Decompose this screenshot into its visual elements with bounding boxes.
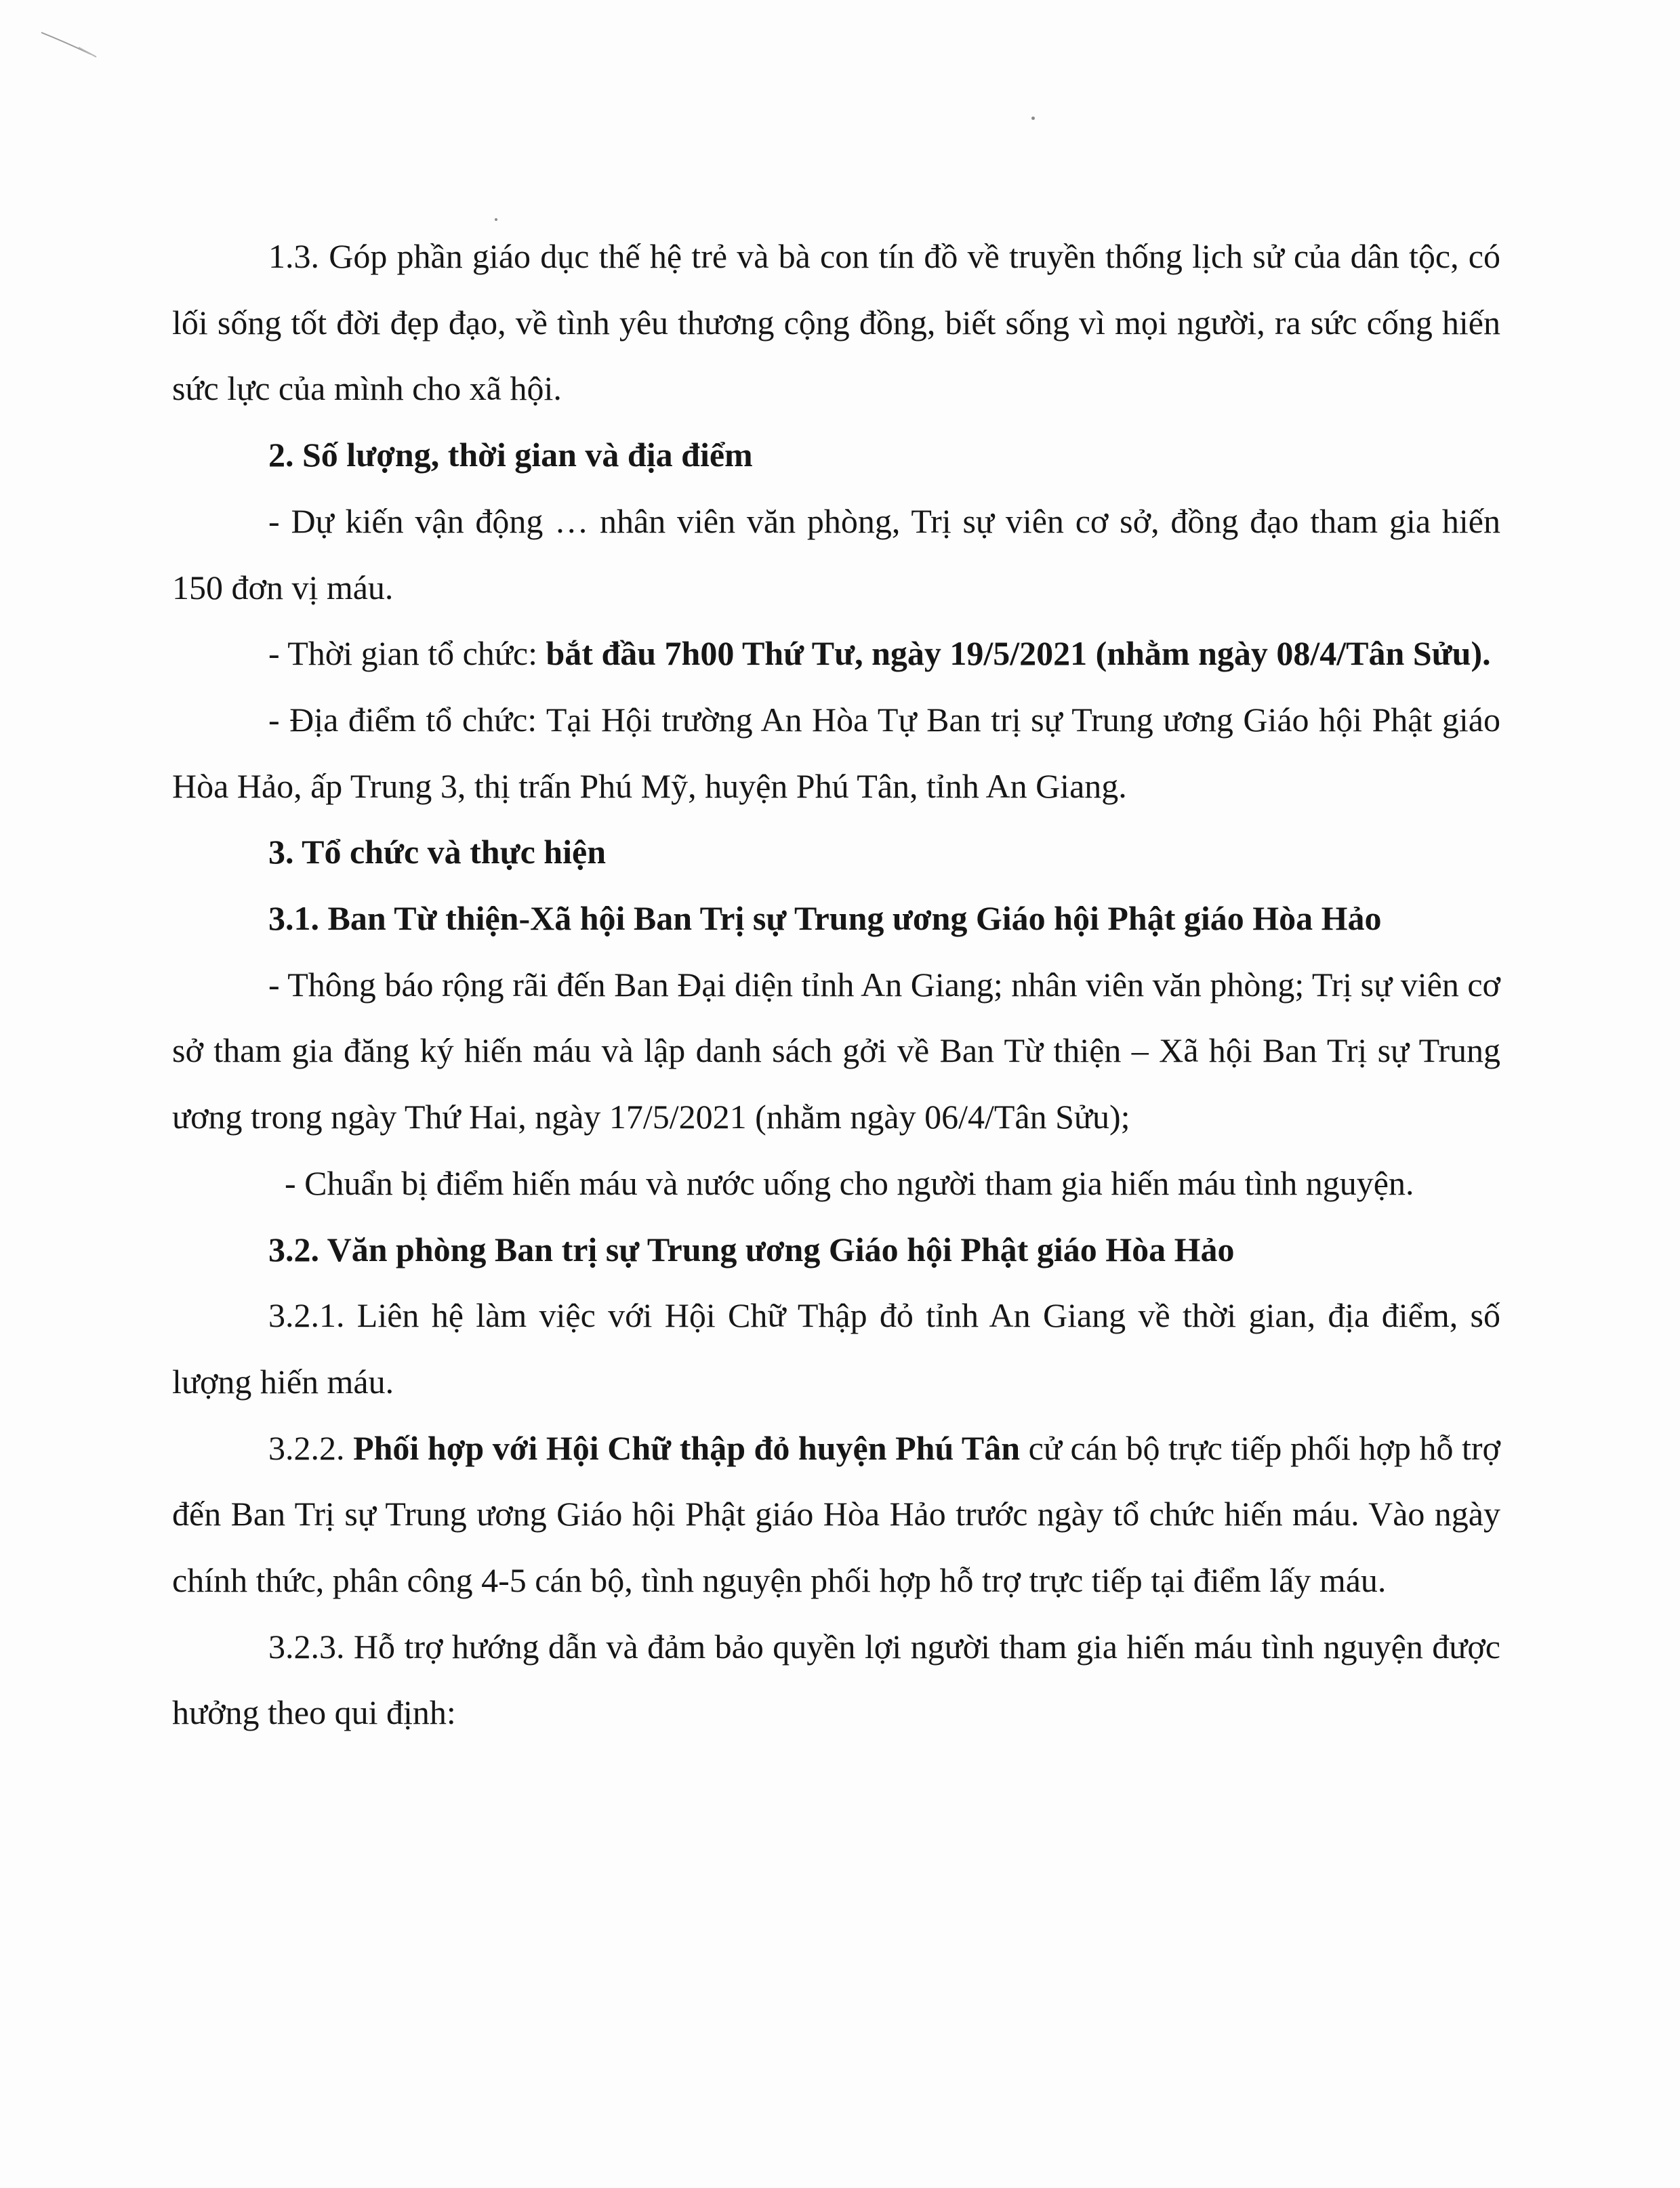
paragraph-3-2-2-rest: cử cán bộ trực tiếp phối hợp hỗ trợ đến Ban Trị sự Trung ương Giáo hội Phật giáo Hòa Hảo trước ngày tổ chức hiến máu. Vào ngày chính thức, phân công 4-5 cán bộ, tình nguyện phối hợp hỗ trợ trực tiếp tại điểm lấy máu. bbox=[172, 1428, 1500, 1600]
paragraph-3-2-3: 3.2.3. Hỗ trợ hướng dẫn và đảm bảo quyền lợi người tham gia hiến máu tình nguyện được hưởng theo qui định: bbox=[172, 1627, 1500, 1732]
heading-section-3-2-text: 3.2. Văn phòng Ban trị sự Trung ương Giáo hội Phật giáo Hòa Hảo bbox=[268, 1230, 1235, 1268]
paragraph-3-2-2-bold: Phối hợp với Hội Chữ thập đỏ huyện Phú Tân bbox=[353, 1428, 1021, 1467]
paragraph-preparation: - Chuẩn bị điểm hiến máu và nước uống cho người tham gia hiến máu tình nguyện. bbox=[285, 1163, 1414, 1202]
heading-section-3-text: 3. Tổ chức và thực hiện bbox=[268, 833, 606, 871]
time-label: - Thời gian tổ chức: bbox=[268, 634, 546, 673]
time-value: bắt đầu 7h00 Thứ Tư, ngày 19/5/2021 (nhằm ngày 08/4/Tân Sửu). bbox=[546, 634, 1491, 673]
heading-section-3-1 bbox=[172, 886, 1500, 952]
paragraph-3-2-1: 3.2.1. Liên hệ làm việc với Hội Chữ Thập đỏ tỉnh An Giang về thời gian, địa điểm, số lượng hiến máu. bbox=[172, 1296, 1500, 1401]
heading-section-2 bbox=[172, 422, 1500, 489]
paragraph-1-3: 1.3. Góp phần giáo dục thế hệ trẻ và bà con tín đồ về truyền thống lịch sử của dân tộc, có lối sống tốt đời đẹp đạo, về tình yêu thương cộng đồng, biết sống vì mọi người, ra sức cống hiến sức lực của mình cho xã hội. bbox=[172, 237, 1500, 408]
paragraph-3-2-2 bbox=[172, 1416, 1500, 1614]
scan-speck bbox=[495, 218, 497, 221]
heading-section-3-1-text: 3.1. Ban Từ thiện-Xã hội Ban Trị sự Trung ương Giáo hội Phật giáo Hòa Hảo bbox=[268, 899, 1382, 938]
heading-section-3-2 bbox=[172, 1217, 1500, 1283]
document-body bbox=[172, 224, 1500, 1746]
paragraph-notification: - Thông báo rộng rãi đến Ban Đại diện tỉnh An Giang; nhân viên văn phòng; Trị sự viên cơ sở tham gia đăng ký hiến máu và lập danh sách gởi về Ban Từ thiện – Xã hội Ban Trị sự Trung ương trong ngày Thứ Hai, ngày 17/5/2021 (nhằm ngày 06/4/Tân Sửu); bbox=[172, 965, 1500, 1136]
heading-section-2-text: 2. Số lượng, thời gian và địa điểm bbox=[268, 436, 753, 474]
paragraph-location: - Địa điểm tổ chức: Tại Hội trường An Hòa Tự Ban trị sự Trung ương Giáo hội Phật giáo Hòa Hảo, ấp Trung 3, thị trấn Phú Mỹ, huyện Phú Tân, tỉnh An Giang. bbox=[172, 700, 1500, 805]
heading-section-3 bbox=[172, 819, 1500, 886]
paragraph-3-2-2-number: 3.2.2. bbox=[268, 1428, 354, 1467]
scan-artifact-mark bbox=[38, 27, 99, 61]
scan-speck bbox=[1031, 117, 1035, 120]
paragraph-quantity: - Dự kiến vận động … nhân viên văn phòng, Trị sự viên cơ sở, đồng đạo tham gia hiến 150 đơn vị máu. bbox=[172, 501, 1500, 606]
paragraph-time bbox=[172, 621, 1500, 687]
